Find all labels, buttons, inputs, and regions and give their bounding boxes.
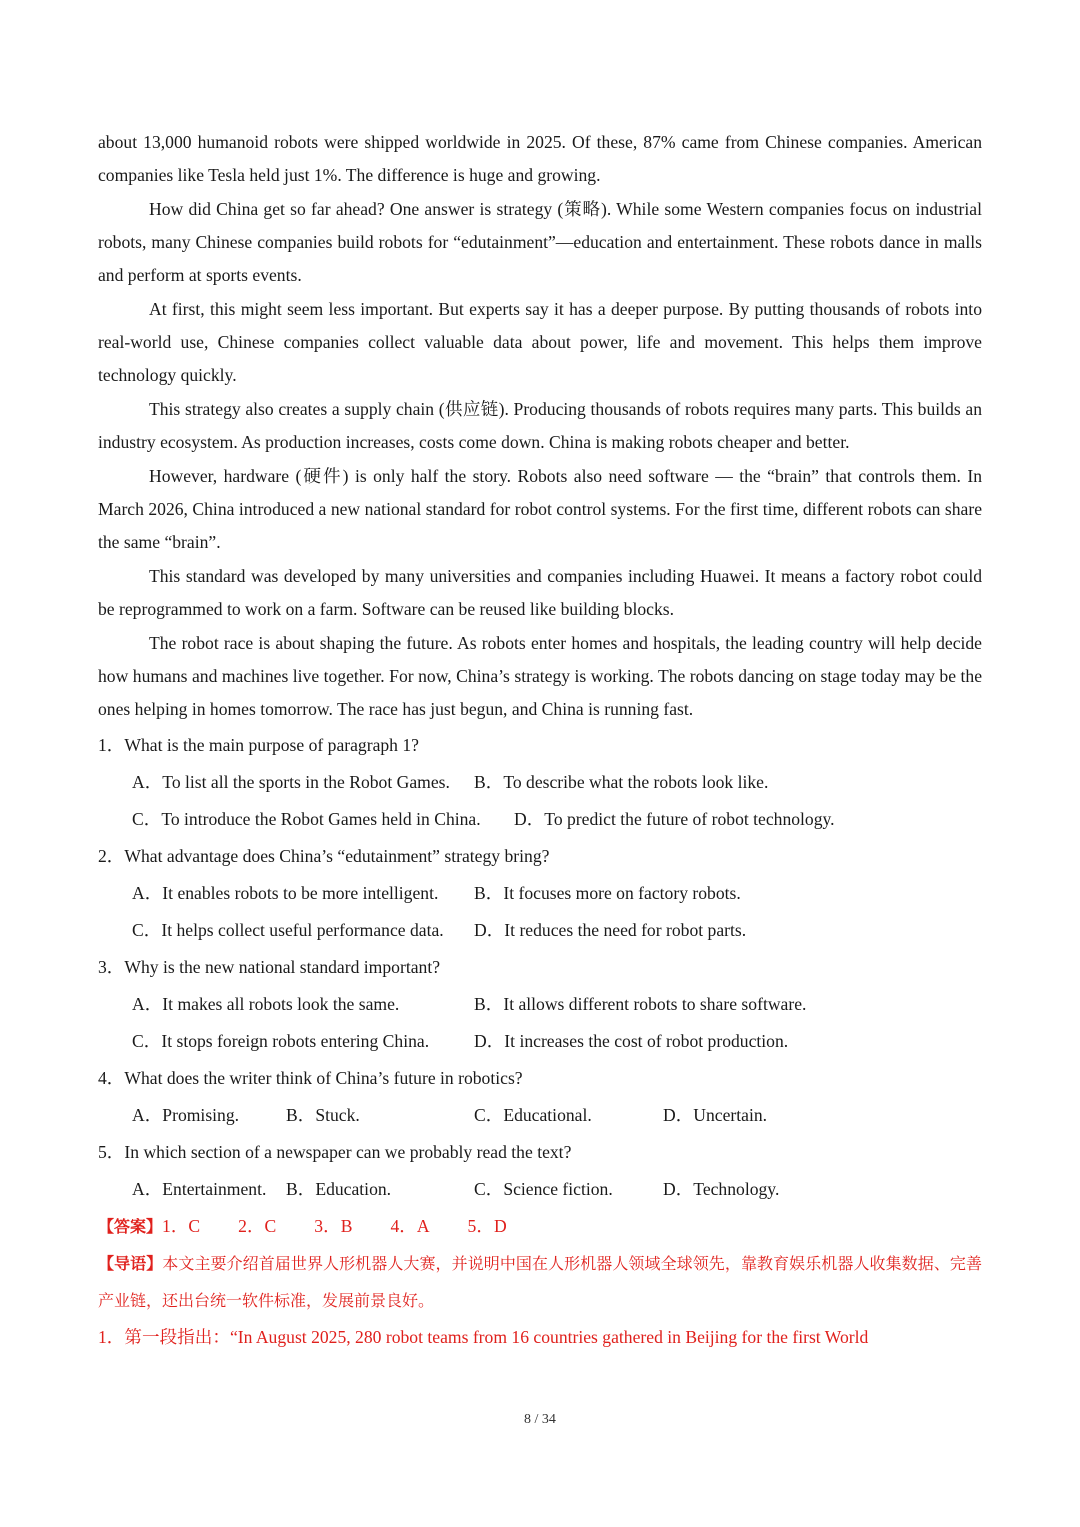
question-5-option-b: B．Education. — [286, 1179, 392, 1199]
question-1-options-row-2 — [98, 801, 982, 838]
question-1-options-row-1 — [98, 764, 982, 801]
passage-paragraph-1: about 13,000 humanoid robots were shipped worldwide in 2025. Of these, 87% came from Chinese companies. American companies like Tesla held just 1%. The difference is huge and growing. — [98, 132, 982, 185]
question-3-option-c: C．It stops foreign robots entering China. — [132, 1031, 430, 1051]
question-4-option-c: C．Educational. — [474, 1105, 592, 1125]
question-2-option-d: D．It reduces the need for robot parts. — [474, 920, 747, 940]
question-3-options-row-2 — [98, 1023, 982, 1060]
question-5-options-row — [98, 1171, 982, 1208]
passage-paragraph-3: At first, this might seem less important. But experts say it has a deeper purpose. By putting thousands of robots into real-world use, Chinese companies collect valuable data about power, life and movement. This helps them improve technology quickly. — [98, 299, 982, 385]
question-4-stem: 4．What does the writer think of China’s future in robotics? — [98, 1068, 523, 1088]
question-3-stem: 3．Why is the new national standard important? — [98, 957, 441, 977]
guide-text: 本文主要介绍首届世界人形机器人大赛，并说明中国在人形机器人领域全球领先，靠教育娱乐机器人收集数据、完善产业链，还出台统一软件标准，发展前景良好。 — [98, 1254, 982, 1310]
explanation-1: 1．第一段指出：“In August 2025, 280 robot teams from 16 countries gathered in Beijing for the first World — [98, 1327, 869, 1347]
answer-item-4: 4．A — [390, 1216, 430, 1236]
question-5-option-a: A．Entertainment. — [132, 1179, 267, 1199]
question-1-stem: 1．What is the main purpose of paragraph 1? — [98, 735, 419, 755]
question-1-option-c: C．To introduce the Robot Games held in China. — [132, 809, 481, 829]
question-2-option-a: A．It enables robots to be more intelligent. — [132, 883, 439, 903]
question-1-option-a: A．To list all the sports in the Robot Games. — [132, 772, 450, 792]
question-4-options-row — [98, 1097, 982, 1134]
question-4-option-a: A．Promising. — [132, 1105, 240, 1125]
guide-label: 【导语】 — [98, 1254, 163, 1273]
question-5-option-c: C．Science fiction. — [474, 1179, 613, 1199]
question-5-stem: 5．In which section of a newspaper can we probably read the text? — [98, 1142, 572, 1162]
question-2-options-row-1 — [98, 875, 982, 912]
question-3-option-b: B．It allows different robots to share software. — [474, 994, 807, 1014]
question-4-option-d: D．Uncertain. — [663, 1105, 768, 1125]
answer-item-1: 1．C — [162, 1216, 201, 1236]
answer-key — [98, 1208, 982, 1245]
page-number: 8 / 34 — [524, 1412, 556, 1427]
question-1-option-b: B．To describe what the robots look like. — [474, 772, 769, 792]
question-4-option-b: B．Stuck. — [286, 1105, 360, 1125]
question-3-option-a: A．It makes all robots look the same. — [132, 994, 400, 1014]
question-2-options-row-2 — [98, 912, 982, 949]
question-3-options-row-1 — [98, 986, 982, 1023]
document-page — [98, 126, 982, 1356]
passage-paragraph-5: However, hardware (硬件) is only half the story. Robots also need software — the “brain” that controls them. In March 2026, China introduced a new national standard for robot control systems. For the first time, different robots can share the same “brain”. — [98, 466, 982, 552]
passage-paragraph-6: This standard was developed by many universities and companies including Huawei. It means a factory robot could be reprogrammed to work on a farm. Software can be reused like building blocks. — [98, 566, 982, 619]
passage-paragraph-4: This strategy also creates a supply chain (供应链). Producing thousands of robots requires many parts. This builds an industry ecosystem. As production increases, costs come down. China is making robots cheaper and better. — [98, 399, 982, 452]
answer-item-2: 2．C — [238, 1216, 277, 1236]
passage-paragraph-2: How did China get so far ahead? One answer is strategy (策略). While some Western companies focus on industrial robots, many Chinese companies build robots for “edutainment”—education and entertainment. These robots dance in malls and perform at sports events. — [98, 199, 982, 285]
question-2-option-b: B．It focuses more on factory robots. — [474, 883, 741, 903]
guide-paragraph — [98, 1245, 982, 1319]
passage-paragraph-7: The robot race is about shaping the future. As robots enter homes and hospitals, the leading country will help decide how humans and machines live together. For now, China’s strategy is working. The robots dancing on stage today may be the ones helping in homes tomorrow. The race has just begun, and China is running fast. — [98, 633, 982, 719]
answer-item-5: 5．D — [467, 1216, 507, 1236]
question-5-option-d: D．Technology. — [663, 1179, 780, 1199]
question-2-option-c: C．It helps collect useful performance data. — [132, 920, 444, 940]
question-3-option-d: D．It increases the cost of robot production. — [474, 1031, 789, 1051]
question-1-option-d: D．To predict the future of robot technology. — [514, 809, 835, 829]
answer-item-3: 3．B — [314, 1216, 353, 1236]
question-2-stem: 2．What advantage does China’s “edutainment” strategy bring? — [98, 846, 550, 866]
answer-label: 【答案】 — [98, 1217, 163, 1236]
